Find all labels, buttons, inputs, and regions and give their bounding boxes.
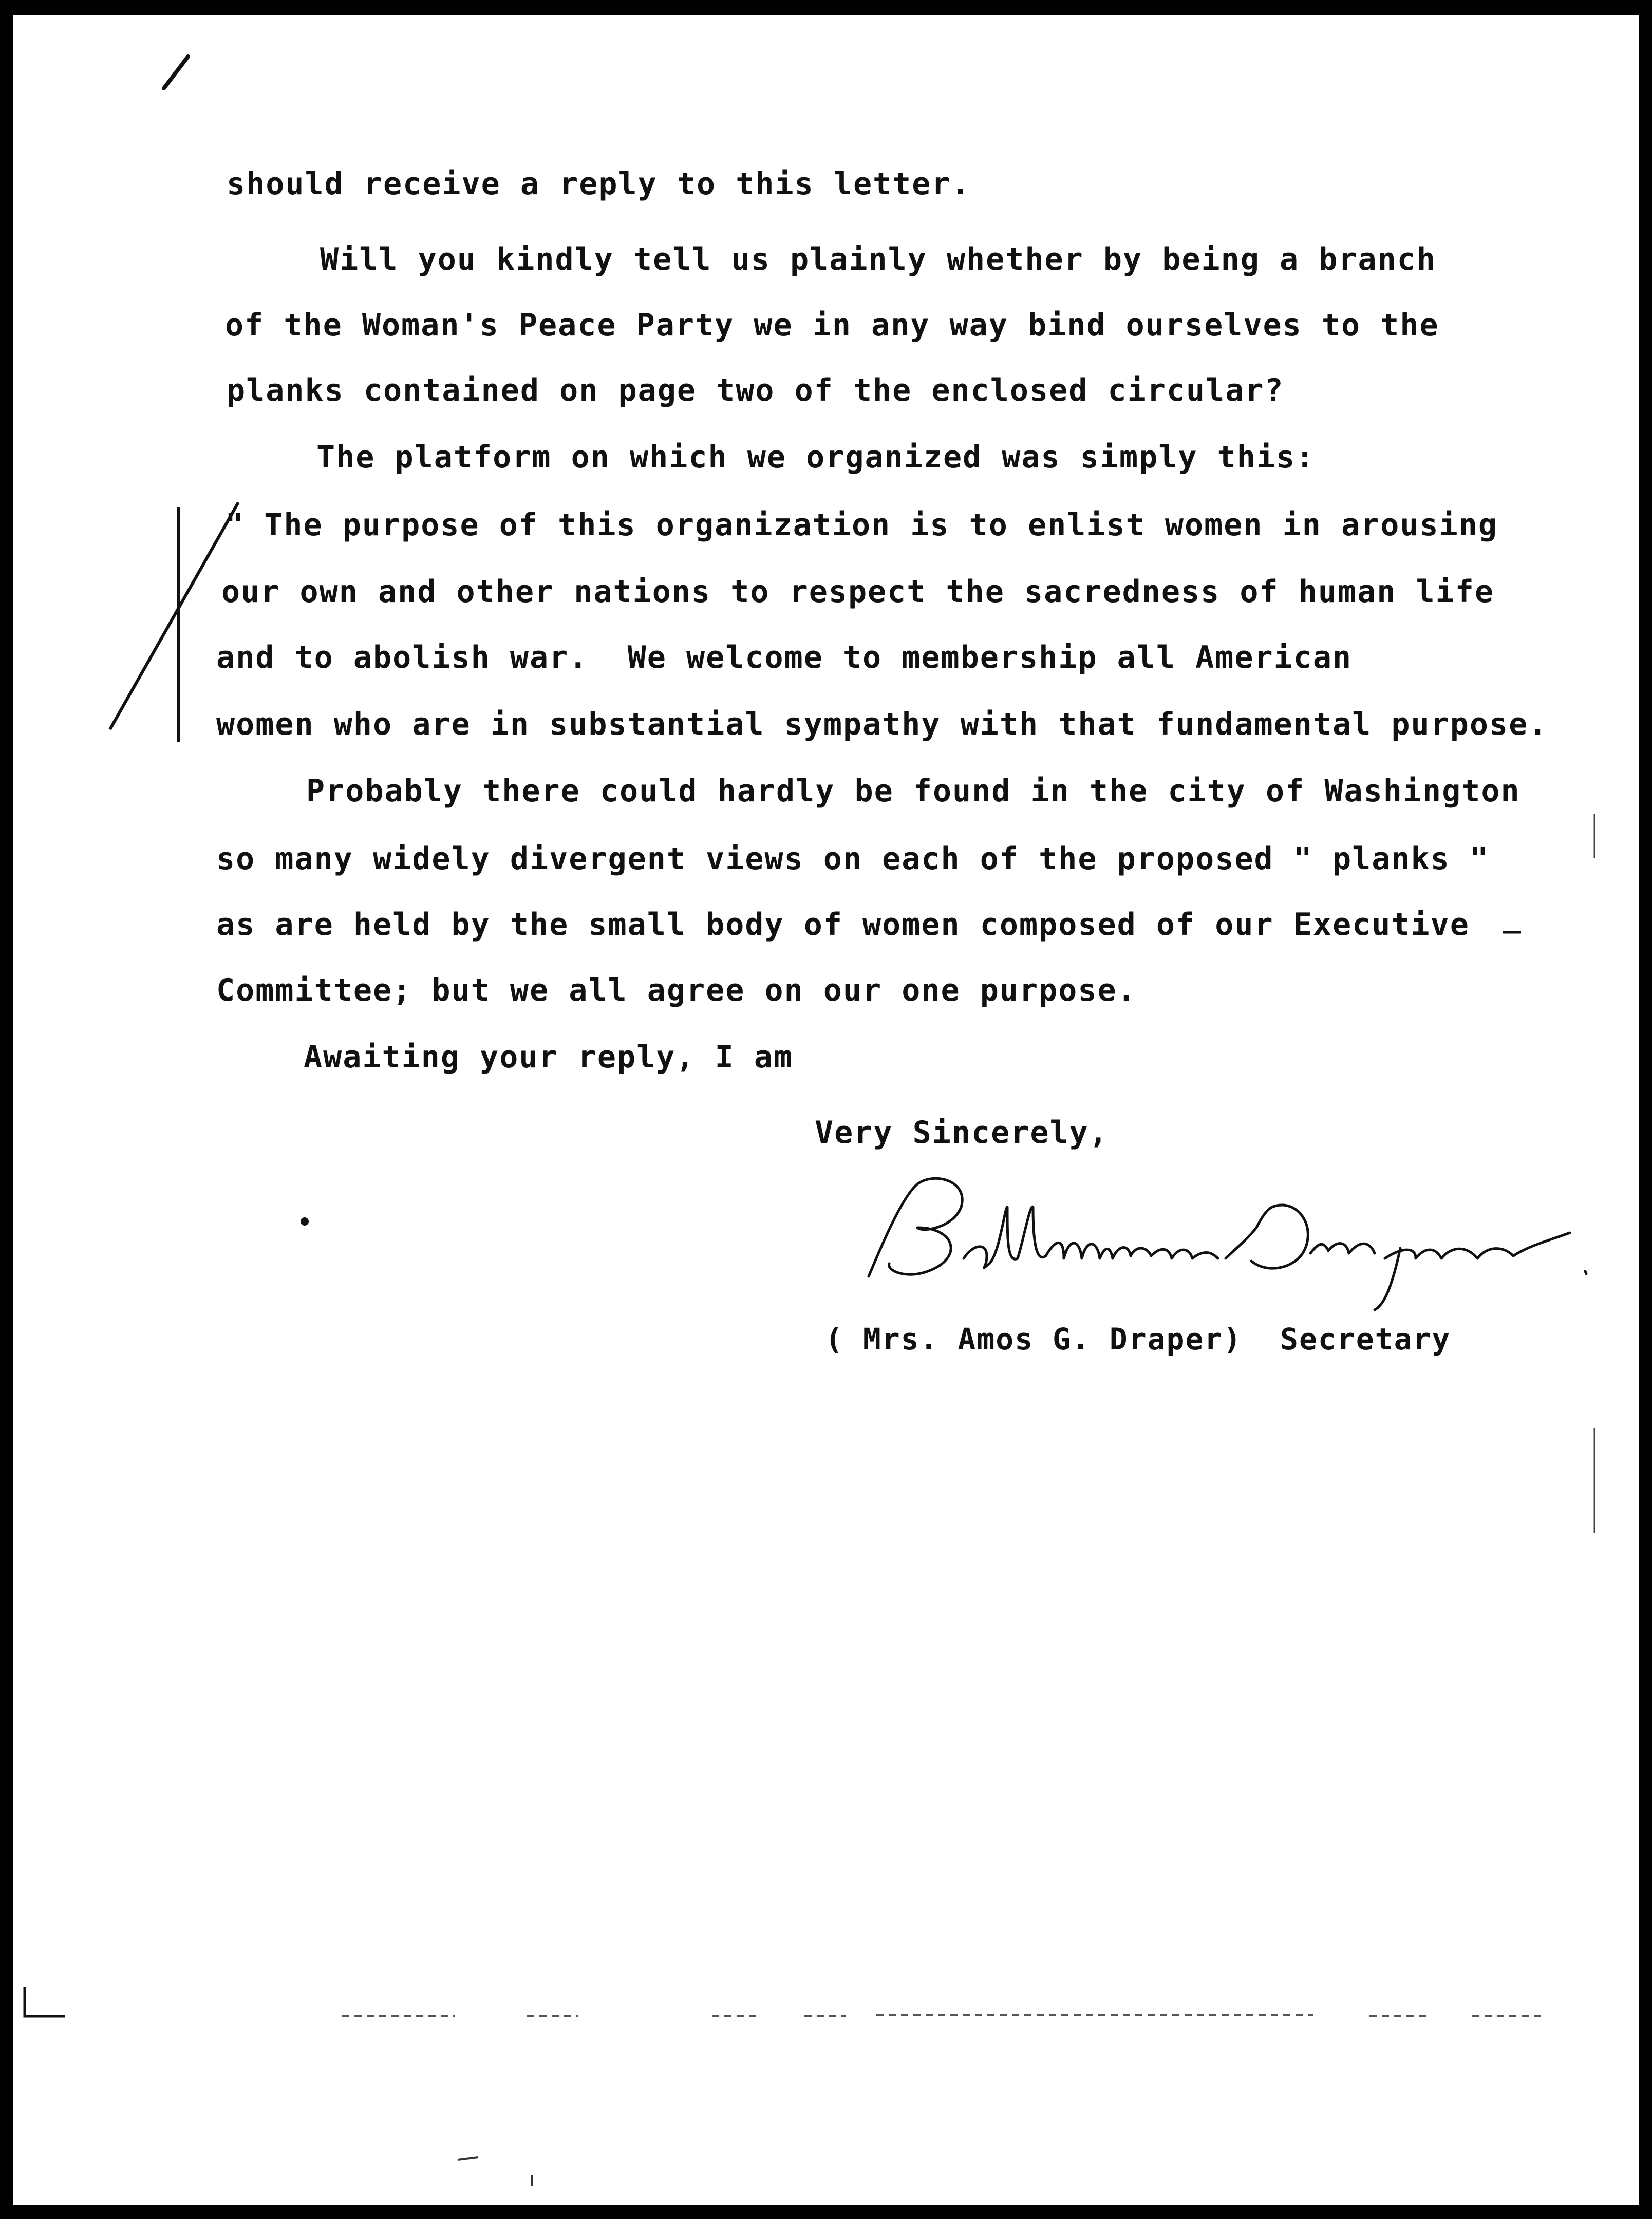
signatory: ( Mrs. Amos G. Draper) Secretary [825,1322,1451,1357]
letter-line-5: The platform on which we organized was simply this: [316,439,1316,475]
signature-icon [869,1178,1586,1310]
letter-line-4: planks contained on page two of the enclosed circular? [227,372,1284,408]
letter-line-10: Probably there could hardly be found in the city of Washington [306,773,1520,809]
letter-page [13,15,1639,2205]
margin-slash-icon [110,502,238,729]
letter-line-1: should receive a reply to this letter. [227,166,971,202]
tick-mark-icon [164,57,188,88]
letter-line-13: Committee; but we all agree on our one purpose. [216,972,1137,1008]
letter-line-14: Awaiting your reply, I am [304,1039,794,1075]
closing: Very Sincerely, [815,1115,1109,1151]
ink-dot-icon [301,1217,309,1226]
letter-line-9: women who are in substantial sympathy with that fundamental purpose. [216,706,1548,742]
letter-line-12: as are held by the small body of women composed of our Executive [216,907,1470,943]
letter-line-2: Will you kindly tell us plainly whether by being a branch [320,241,1437,277]
letter-line-7: our own and other nations to respect the sacredness of human life [221,574,1494,610]
letter-line-11: so many widely divergent views on each of the proposed " planks " [216,841,1489,877]
bottom-specks-icon [458,2157,532,2186]
bottom-noise-icon [342,2015,1544,2016]
handwritten-marks [13,15,1639,2205]
letter-line-8: and to abolish war. We welcome to membership all American [216,640,1353,675]
corner-mark-icon [25,1987,65,2016]
letter-line-3: of the Woman's Peace Party we in any way bind ourselves to the [225,307,1439,343]
letter-line-6: " The purpose of this organization is to enlist women in arousing [225,507,1498,543]
